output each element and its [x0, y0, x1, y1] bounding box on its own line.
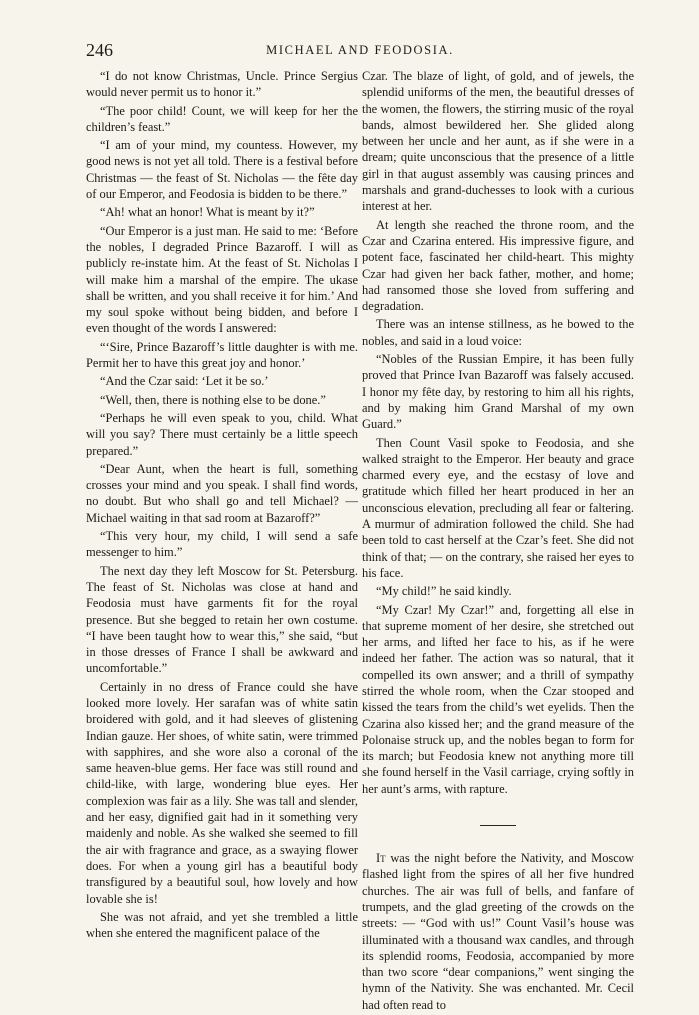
paragraph: Then Count Vasil spoke to Feodosia, and she walked straight to the Emperor. Her beauty and grace charmed every eye, and the ecstasy of love and gratitude which filled her heart produced in her an unconscious elevation, precluding all fear or faltering. A murmur of admiration followed the child. She had been told to cast herself at the Czar’s feet. She did not think of that; — on the contrary, she raised her eyes to his face. [362, 435, 634, 580]
paragraph: “And the Czar said: ‘Let it be so.’ [100, 374, 269, 389]
paragraph: “My child!” he said kindly. [376, 584, 512, 599]
paragraph: “This very hour, my child, I will send a safe messenger to him.” [86, 529, 358, 560]
paragraph: “The poor child! Count, we will keep for her the children’s feast.” [86, 103, 358, 134]
paragraph: Czar. The blaze of light, of gold, and of jewels, the splendid uniforms of the men, the beautiful dresses of the women, the flowers, the stirring music of the royal bands, almost bewildered her. She glided along between her uncle and her aunt, as if she were in a dream; quite unconscious that the presence of a little girl in that august assembly was causing princes and marshals and grand-duchesses to look with a curious interest at her. [362, 69, 634, 214]
paragraph: Certainly in no dress of France could she have looked more lovely. Her sarafan was of white satin broidered with gold, and it had sleeves of glistening Indian gauze. Her shoes, of white satin, were trimmed with sapphires, and she wore also a coronal of the same heaven-blue gems. Her face was still round and child-like, with large, wondering blue eyes. Her complexion was fair as a lily. She was tall and slender, and her easy, dignified gait had in it something very maidenly and noble. As she walked she seemed to fill the air with fragrance and grace, as a swaying flower does. For when a young girl has a beautiful body transfigured by a beautiful soul, how lovely and how lovable she is! [86, 679, 358, 906]
paragraph: “Ah! what an honor! What is meant by it?” [100, 205, 315, 220]
paragraph: “Nobles of the Russian Empire, it has been fully proved that Prince Ivan Bazaroff was falsely accused. I honor my fête day, by restoring to him all his rights, and by making him Grand Marshal of my own Guard.” [362, 352, 634, 432]
paragraph: “Perhaps he will even speak to you, child. What will you say? There must certainly be a little speech prepared.” [86, 410, 358, 458]
paragraph: The next day they left Moscow for St. Petersburg. The feast of St. Nicholas was close at hand and Feodosia must have garments fit for the royal presence. But she begged to retain her own costume. “I have been taught how to wear this,” she said, “but in those dresses of France I shall be awkward and uncomfortable.” [86, 563, 358, 676]
paragraph: “I do not know Christmas, Uncle. Prince Sergius would never permit us to honor it.” [86, 69, 358, 100]
left-column [86, 68, 358, 943]
paragraph: She was not afraid, and yet she trembled a little when she entered the magnificent palace of the [86, 909, 358, 941]
paragraph: “I am of your mind, my countess. However, my good news is not yet all told. There is a festival before Christmas — the feast of St. Nicholas — the fête day of our Emperor, and Feodosia is bidden to be there.” [86, 138, 358, 202]
paragraph: “‘Sire, Prince Bazaroff’s little daughter is with me. Permit her to have this great joy and honor.’ [86, 339, 358, 371]
section-divider [480, 825, 516, 826]
paragraph: There was an intense stillness, as he bowed to the nobles, and said in a loud voice: [362, 317, 634, 348]
paragraph: “My Czar! My Czar!” and, forgetting all else in that supreme moment of her desire, she stretched out her arms, and lifted her face to his, as if he were indeed her father. The action was so natural, that it compelled its own answer; and a thrill of sympathy stirred the whole room, when the Czar stooped and kissed the tears from the child’s wet eyelids. Then the Czarina also kissed her; and the grand measure of the Polonaise struck up, and the nobles began to form for its march; but Feodosia knew not anything more till she found herself in the Vasil carriage, crying softly in her aunt’s arms, with rapture. [362, 602, 634, 796]
page-number: 246 [86, 40, 113, 60]
paragraph-text: was the night before the Nativity, and Moscow flashed light from the spires of all her five hundred churches. The air was full of bells, and fanfare of trumpets, and the glad greeting of the crowds on the streets: — “God with us!” Count Vasil’s house was illuminated with a thousand wax candles, and through its splendid rooms, Feodosia, accompanied by more than two score “dear companions,” went singing the hymn of the Nativity. She was enchanted. Mr. Cecil had often read to [362, 851, 634, 1012]
page-header [86, 40, 634, 64]
section-opening-paragraph [362, 850, 634, 1013]
paragraph: At length she reached the throne room, and the Czar and Czarina entered. His impressive figure, and potent face, fascinated her child-heart. This mighty Czar had given her back father, mother, and home; had ransomed those she loved from suffering and degradation. [362, 217, 634, 314]
paragraph: “Our Emperor is a just man. He said to me: ‘Before the nobles, I degraded Prince Bazaroff. I will as publicly re-instate him. At the feast of St. Nicholas I will make him a marshal of the empire. The ukase shall be written, and you shall receive it for him.’ And my soul spoke without being bidden, and before I even thought of the words I answered: [86, 223, 358, 336]
running-title: MICHAEL AND FEODOSIA. [266, 43, 454, 57]
small-caps-opening: It [376, 851, 386, 866]
paragraph: “Well, then, there is nothing else to be done.” [100, 392, 326, 407]
paragraph: “Dear Aunt, when the heart is full, something crosses your mind and you speak. I shall find words, no doubt. But who shall go and tell Michael? — Michael waiting in that sad room at Bazaroff?” [86, 461, 358, 525]
right-column [362, 68, 634, 1015]
